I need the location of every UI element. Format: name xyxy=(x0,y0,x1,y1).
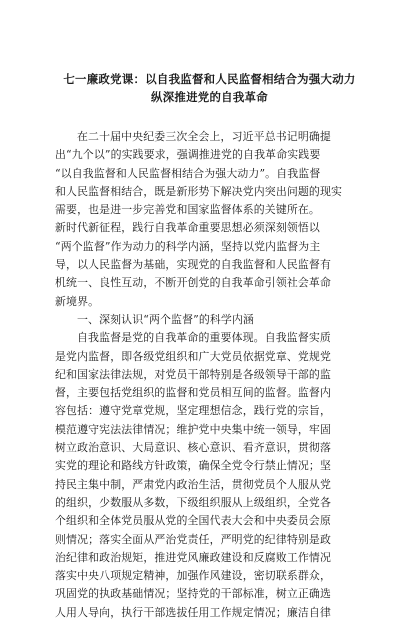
body-line: 纪和国家法律法规，对党员干部特别是各级领导干部的监 xyxy=(55,367,332,381)
body-line: 容包括：遵守党章党规，坚定理想信念，践行党的宗旨， xyxy=(55,404,332,418)
body-line: 个组织和全体党员服从党的全国代表大会和中央委员会原 xyxy=(55,514,332,528)
body-line: 机统一、良性互动，不断开创党的自我革命引领社会革命 xyxy=(55,276,332,290)
body-line: 模范遵守宪法法律情况；维护党中央集中统一领导，牢固 xyxy=(55,422,332,436)
document-title xyxy=(55,70,364,106)
body-line: “两个监督”作为动力的科学内涵，坚持以党内监督为主 xyxy=(55,239,321,253)
body-line: 实党的理论和路线方针政策，确保全党令行禁止情况；坚 xyxy=(55,459,332,473)
body-line: 在二十届中央纪委三次全会上，习近平总书记明确提 xyxy=(77,130,331,143)
title-line: 纵深推进党的自我革命 xyxy=(151,90,268,104)
body-line: 落实中央八项规定精神，加强作风建设，密切联系群众， xyxy=(55,569,332,583)
body-line: 新时代新征程，践行自我革命重要思想必须深刻领悟以 xyxy=(55,221,320,235)
title-line: 七一廉政党课：以自我监督和人民监督相结合为强大动力 xyxy=(63,72,356,86)
body-line: 新境界。 xyxy=(55,294,100,308)
body-line: 人用人导向，执行干部选拔任用工作规定情况；廉洁自律 xyxy=(55,605,332,619)
section-heading: 一、深刻认识“两个监督”的科学内涵 xyxy=(77,312,255,326)
document-body xyxy=(55,128,364,622)
body-line: 治纪律和政治规矩，推进党风廉政建设和反腐败工作情况 xyxy=(55,550,332,564)
body-line: 树立政治意识、大局意识、核心意识、看齐意识，贯彻落 xyxy=(55,441,332,455)
body-line: 出“九个以”的实践要求，强调推进党的自我革命实践要 xyxy=(55,148,321,162)
body-line: 持民主集中制，严肃党内政治生活，贯彻党员个人服从党 xyxy=(55,477,332,491)
body-line: 和人民监督相结合，既是新形势下解决党内突出问题的现实 xyxy=(55,184,343,198)
body-line: 巩固党的执政基础情况；坚持党的干部标准，树立正确选 xyxy=(55,587,332,601)
body-line: 导，以人民监督为基础，实现党的自我监督和人民监督有 xyxy=(55,258,332,272)
body-line: “以自我监督和人民监督相结合为强大动力”。自我监督 xyxy=(55,166,321,180)
body-line: 是党内监督，即各级党组织和广大党员依据党章、党规党 xyxy=(55,349,332,363)
body-line: 的组织，少数服从多数，下级组织服从上级组织，全党各 xyxy=(55,495,332,509)
body-line: 自我监督是党的自我革命的重要体现。自我监督实质 xyxy=(77,331,331,345)
body-line: 需要，也是进一步完善党和国家监督体系的关键所在。 xyxy=(55,203,320,217)
body-line: 则情况；落实全面从严治党责任，严明党的纪律特别是政 xyxy=(55,532,332,546)
body-line: 督，主要包括党组织的监督和党员相互间的监督。监督内 xyxy=(55,386,332,400)
